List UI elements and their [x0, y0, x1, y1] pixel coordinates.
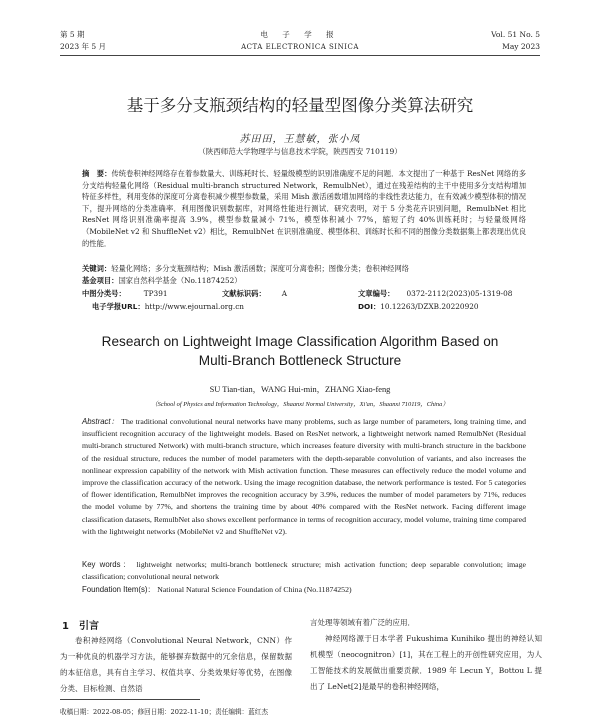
- intro-left-column: 卷积神经网络（Convolutional Neural Network，CNN）作为一种优良的机器学习方法，能够摒弃数据中的冗余信息，保留数据的本征信息，具有自主学习、权值共享、分类效果好等优势，在图像分类、目标检测、自然语: [60, 636, 292, 693]
- header-rule: [60, 55, 540, 56]
- received-date-footnote: 收稿日期：2022-08-05；修回日期：2022-11-10；责任编辑：蓝红杰: [60, 708, 268, 716]
- fund-en-text: National Natural Science Foundation of China (No.11874252): [157, 585, 352, 594]
- fund-cn-label: 基金项目：: [82, 276, 119, 285]
- footnote-rule: [60, 699, 200, 700]
- header-journal-en: ACTA ELECTRONICA SINICA: [241, 43, 359, 51]
- paper-title-en: [0, 332, 600, 370]
- paper-title-en-line1: Research on Lightweight Image Classification Algorithm Based on: [101, 334, 499, 349]
- clc-number: [82, 288, 168, 300]
- abstract-en: [82, 416, 526, 538]
- keywords-cn-text: 轻量化网络；多分支瓶颈结构；Mish 激活函数；深度可分离卷积；图像分类；卷积神经网络: [111, 264, 410, 273]
- intro-right-para: 神经网络源于日本学者 Fukushima Kunihiko 提出的神经认知机模型（neocognitron）[1]，其在工程上的开创性研究应用，为人工智能技术的发展做出重要贡献．1989 年 Lecun Y，Bottou L 提出了 LeNet[2]是最早的卷积神经网络，: [310, 634, 542, 691]
- doc-code: [222, 288, 287, 300]
- journal-url: [92, 301, 244, 313]
- doi: [358, 301, 479, 313]
- art-value: 0372-2112(2023)05-1319-08: [406, 289, 513, 298]
- doi-value[interactable]: 10.12263/DZXB.20220920: [380, 302, 479, 311]
- abstract-cn: [82, 168, 526, 249]
- authors-en: SU Tian-tian，WANG Hui-min，ZHANG Xiao-feng: [209, 385, 391, 394]
- fund-cn-text: 国家自然科学基金（No.11874252）: [118, 276, 242, 285]
- intro-right-line1: 言处理等领域有着广泛的应用．: [310, 618, 415, 627]
- keywords-cn-label: 关键词：: [82, 264, 112, 273]
- fund-en: [82, 584, 526, 596]
- keywords-en-label: Key words：: [82, 560, 133, 569]
- abstract-cn-text: 传统卷积神经网络存在着参数量大、训练耗时长、轻量级模型的识别准确度不足的问题．本文提出了一种基于 ResNet 网络的多分支结构轻量化网络（Residual multi-branch structured Network，RemulbNet），通过在残差结构的主干中使用多分支结构增加特征多样性，利用变体的深度可分离卷积减少模型参数量，采用 Mish 激活函数增加网络的非线性表达能力，在有效减少模型体积的情况下，提升网络的分类准确率．利用图像识别数据库，对网络性能进行测试．研究表明，对于 5 分类花卉识别问题，RemulbNet 相比 ResNet 网络识别准确率提高 3.9%，模型参数量减小 71%，模型体积减小 77%，缩短了约 40%训练耗时；与轻量级网络（MobileNet v2 和 ShuffleNet v2）相比，RemulbNet 在识别准确度、模型体积、训练时长和不同的图像分类数据集上都表现出优良的性能．: [82, 169, 527, 248]
- affiliation-cn: （陕西师范大学物理学与信息技术学院，陕西西安 710119）: [198, 147, 402, 156]
- abstract-en-label: Abstract：: [82, 417, 120, 426]
- header-date-en: May 2023: [502, 42, 540, 51]
- keywords-cn: [82, 263, 526, 275]
- fund-cn: [82, 275, 526, 287]
- clc-label: 中图分类号：: [82, 289, 126, 298]
- paper-title-en-line2: Multi-Branch Bottleneck Structure: [198, 353, 402, 368]
- doc-value: A: [281, 289, 288, 298]
- paper-title-cn: 基于多分支瓶颈结构的轻量型图像分类算法研究: [126, 96, 474, 115]
- header-volume: Vol. 51 No. 5: [491, 30, 540, 39]
- header-date: 2023 年 5 月: [60, 42, 107, 51]
- fund-en-label: Foundation Item(s)：: [82, 585, 156, 594]
- url-value[interactable]: http://www.ejournal.org.cn: [144, 302, 245, 311]
- url-label: 电子学报URL：: [92, 302, 145, 311]
- article-number: [358, 288, 512, 300]
- header-journal-cn: 电 子 学 报: [260, 30, 340, 39]
- keywords-en: [82, 559, 526, 583]
- abstract-cn-label: 摘 要：: [82, 169, 112, 178]
- affiliation-en: （School of Physics and Information Technology，Shaanxi Normal University，Xi'an，Shaanxi 710119，China）: [151, 401, 449, 408]
- section-heading-intro: 1 引言: [62, 621, 99, 632]
- header-issue: 第 5 期: [60, 30, 85, 39]
- keywords-en-text: lightweight networks; multi-branch bottleneck structure; mish activation function; deep separable convolution; image classification; convolutional neural network: [82, 560, 526, 582]
- abstract-en-text: The traditional convolutional neural networks have many problems, such as large number of parameters, long training time, and insufficient recognition accuracy of the lightweight models. Based on ResNet network, a lightweight network named RemulbNet (Residual multi-branch structured Network) with multi-branch structure, which increases feature diversity with multi-branch structure in the backbone of the residual structure, reduces the number of model parameters with the depth-separable convolution of variants, and also increases the nonlinear expression capability of the network with Mish activation function. These measures can effectively reduce the model volume and improve the classification accuracy of the network. Using the image recognition database, the network performance is tested. For 5 categories of flower identification, RemulbNet improves the recognition accuracy by 3.9%, reduces the number of model parameters by 71%, reduces the model volume by 77%, and shortens the training time by about 40% compared with the ResNet network. Facing different image classification datasets, RemulbNet also shows excellent performance in terms of recognition accuracy, model volume, training time compared with the lightweight networks (MobileNet v2 and ShuffleNet v2).: [82, 417, 526, 536]
- authors-cn: 苏田田，王慧敏，张小凤: [239, 134, 361, 145]
- doc-label: 文献标识码：: [222, 289, 266, 298]
- art-label: 文章编号：: [358, 289, 395, 298]
- doi-label: DOI：: [358, 302, 381, 311]
- clc-value: TP391: [143, 289, 168, 298]
